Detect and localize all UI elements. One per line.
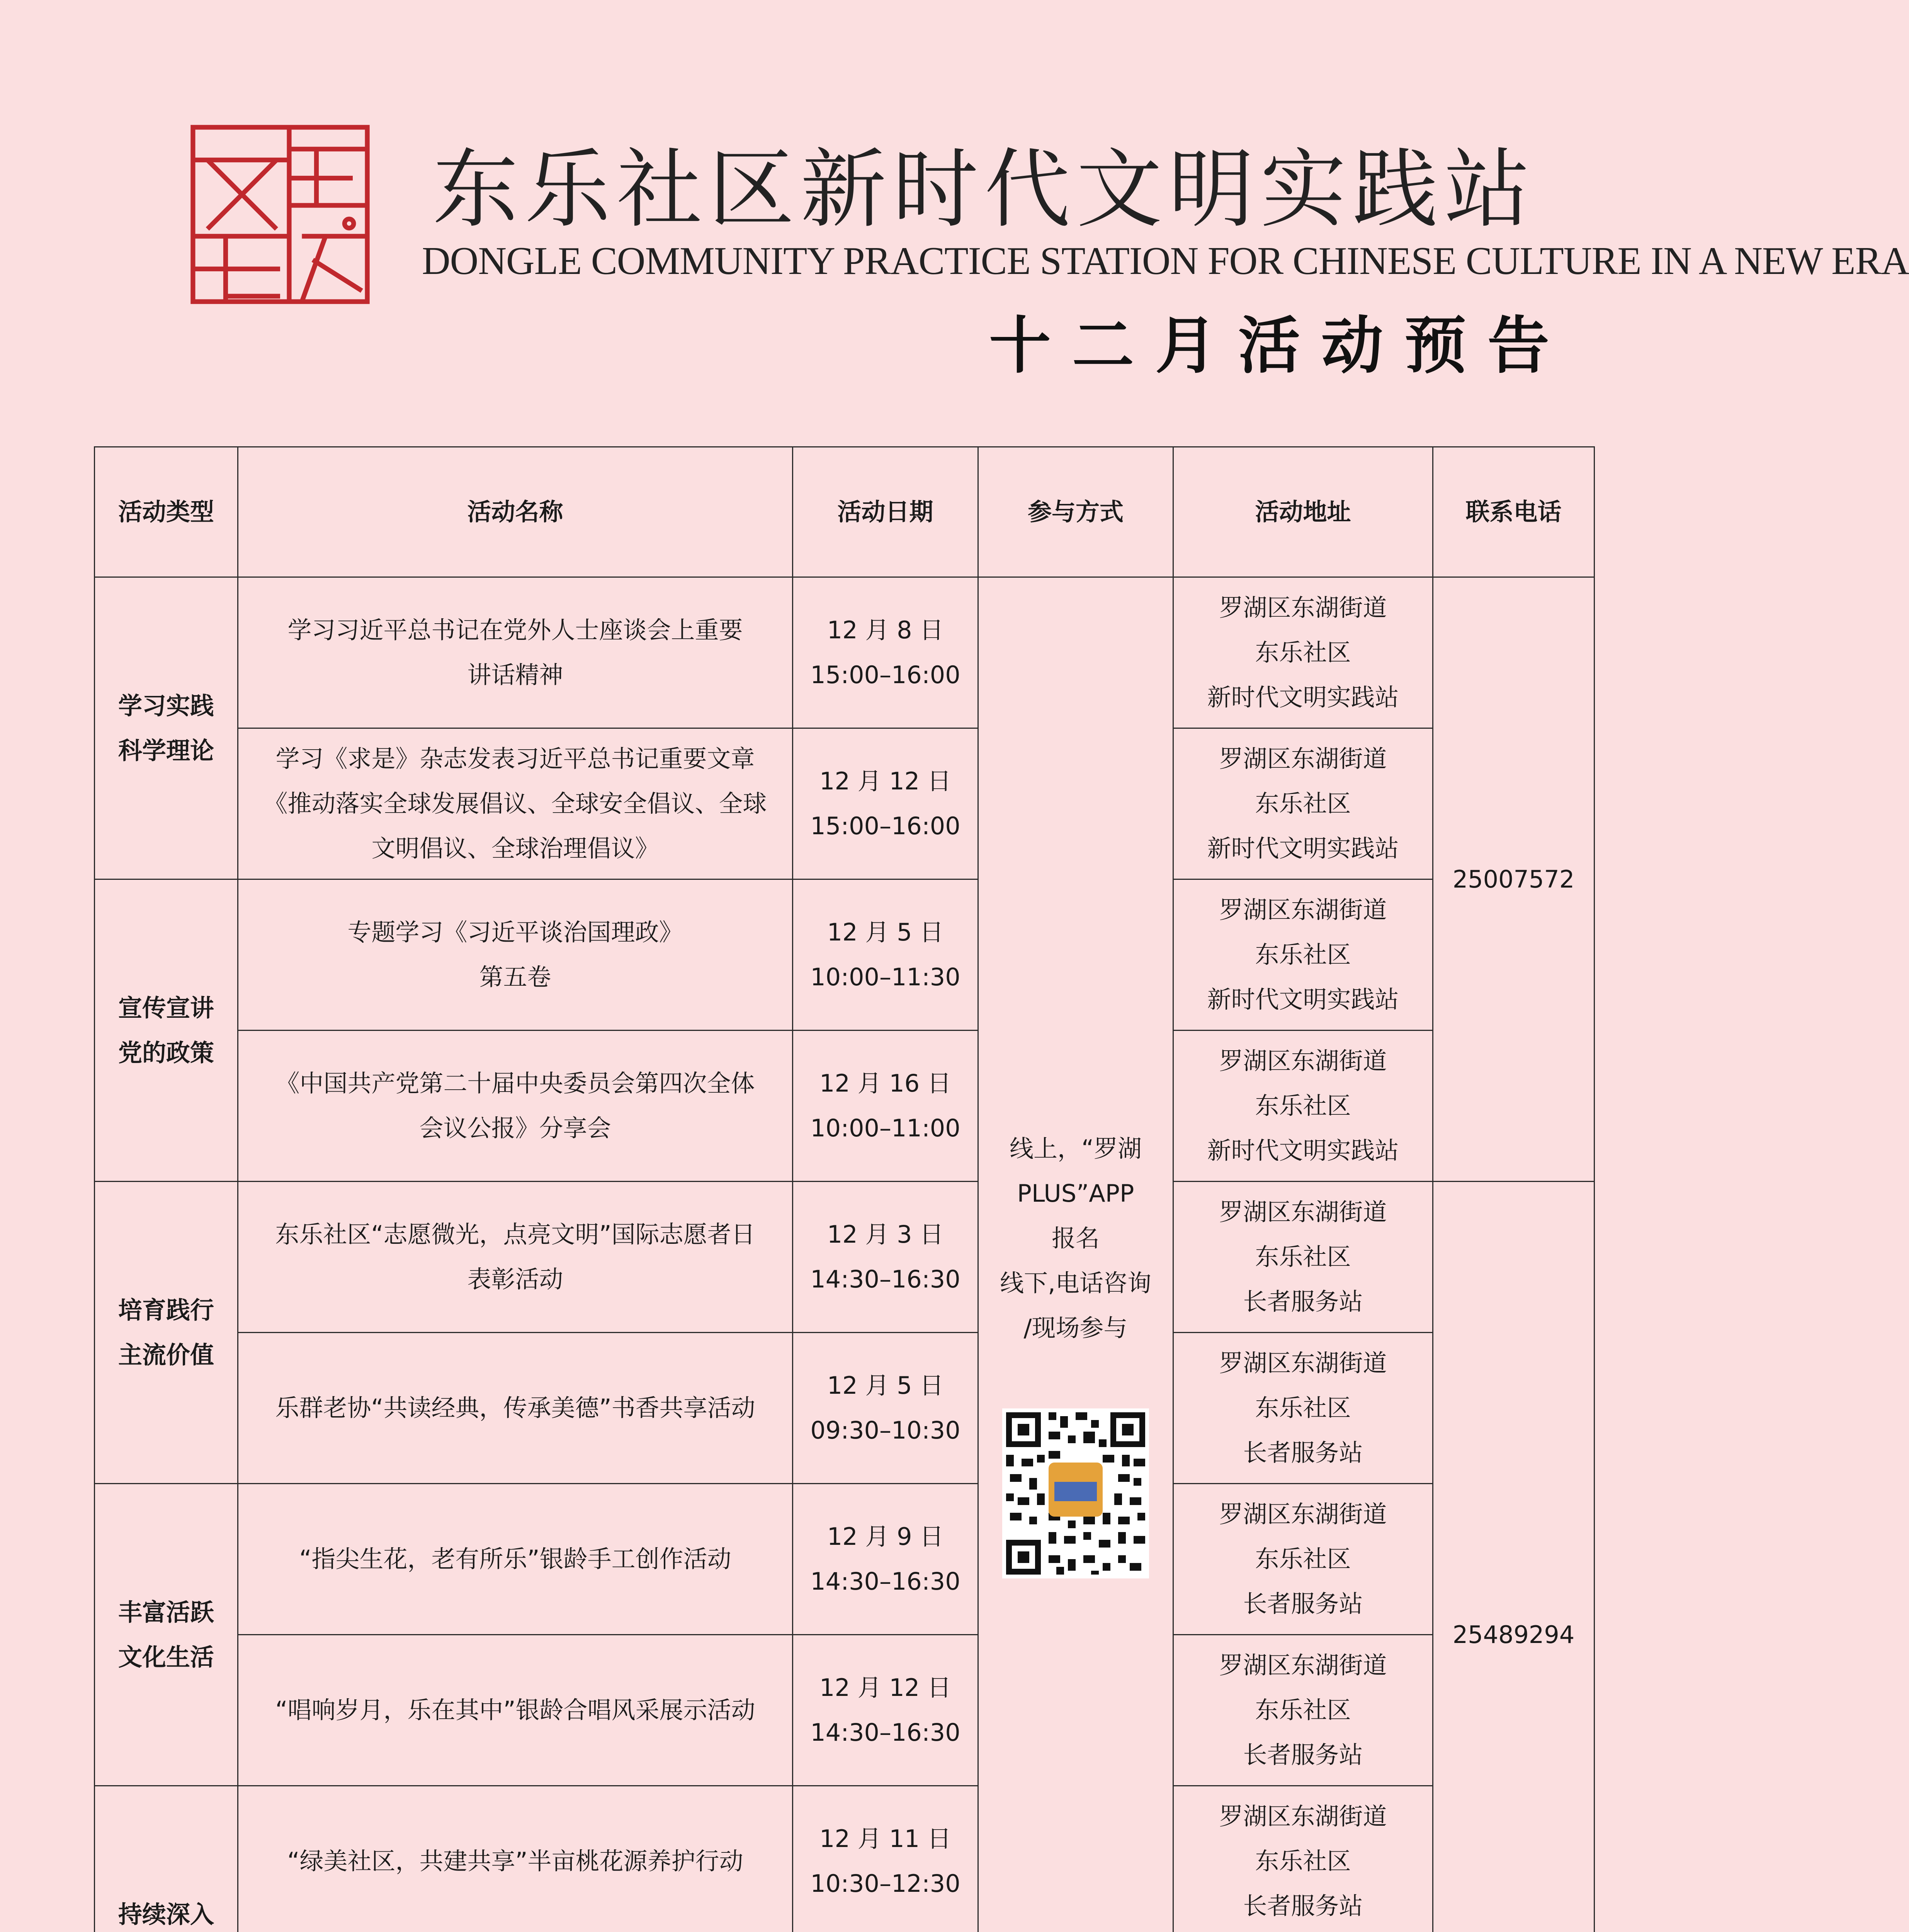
qr-code-icon: [1002, 1408, 1149, 1578]
activity-address-cell: 罗湖区东湖街道 东乐社区 新时代文明实践站: [1173, 1031, 1433, 1182]
activity-type-cell: 丰富活跃 文化生活: [95, 1484, 238, 1786]
contact-phone-cell: 25489294: [1433, 1182, 1595, 1932]
table-row: [95, 1333, 1595, 1484]
activity-date-cell: 12 月 16 日 10:00–11:00: [793, 1031, 978, 1182]
activity-type-cell: 宣传宣讲 党的政策: [95, 879, 238, 1182]
activity-address-cell: 罗湖区东湖街道 东乐社区 新时代文明实践站: [1173, 728, 1433, 879]
activity-address-cell: 罗湖区东湖街道 东乐社区 新时代文明实践站: [1173, 577, 1433, 728]
activity-address-cell: 罗湖区东湖街道 东乐社区 长者服务站: [1173, 1635, 1433, 1786]
table-row: [95, 1484, 1595, 1635]
activity-address-cell: 罗湖区东湖街道 东乐社区 长者服务站: [1173, 1484, 1433, 1635]
table-row: [95, 728, 1595, 879]
activity-name-cell: 学习习近平总书记在党外人士座谈会上重要 讲话精神: [238, 577, 793, 728]
table-row: [95, 879, 1595, 1031]
activity-name-cell: 《中国共产党第二十届中央委员会第四次全体 会议公报》分享会: [238, 1031, 793, 1182]
header-name: 活动名称: [238, 447, 793, 577]
header-date: 活动日期: [793, 447, 978, 577]
activity-name-cell: “绿美社区，共建共享”半亩桃花源养护行动: [238, 1786, 793, 1932]
activity-table: [94, 446, 1595, 1932]
activity-type-cell: 培育践行 主流价值: [95, 1182, 238, 1484]
page-subtitle: 十二月活动预告: [989, 310, 1571, 382]
contact-phone-cell: 25007572: [1433, 577, 1595, 1182]
header-address: 活动地址: [1173, 447, 1433, 577]
header-participation: 参与方式: [978, 447, 1173, 577]
activity-date-cell: 12 月 3 日 14:30–16:30: [793, 1182, 978, 1333]
activity-date-cell: 12 月 9 日 14:30–16:30: [793, 1484, 978, 1635]
header-type: 活动类型: [95, 447, 238, 577]
activity-date-cell: 12 月 12 日 15:00–16:00: [793, 728, 978, 879]
activity-type-cell: 学习实践 科学理论: [95, 577, 238, 879]
table-row: [95, 1031, 1595, 1182]
activity-address-cell: 罗湖区东湖街道 东乐社区 新时代文明实践站: [1173, 879, 1433, 1031]
participation-text: 线上，“罗湖 PLUS”APP 报名 线下,电话咨询 /现场参与: [1000, 1134, 1151, 1342]
activity-date-cell: 12 月 12 日 14:30–16:30: [793, 1635, 978, 1786]
table-row: [95, 1786, 1595, 1932]
activity-address-cell: 罗湖区东湖街道 东乐社区 长者服务站: [1173, 1786, 1433, 1932]
page-title-english: DONGLE COMMUNITY PRACTICE STATION FOR CHINESE CULTURE IN A NEW ERA: [422, 239, 1909, 283]
header-phone: 联系电话: [1433, 447, 1595, 577]
activity-date-cell: 12 月 5 日 10:00–11:30: [793, 879, 978, 1031]
table-header-row: [95, 447, 1595, 577]
activity-name-cell: 东乐社区“志愿微光，点亮文明”国际志愿者日 表彰活动: [238, 1182, 793, 1333]
activity-name-cell: “指尖生花，老有所乐”银龄手工创作活动: [238, 1484, 793, 1635]
page-title: 东乐社区新时代文明实践站: [433, 140, 1536, 240]
activity-name-cell: “唱响岁月，乐在其中”银龄合唱风采展示活动: [238, 1635, 793, 1786]
table-row: [95, 577, 1595, 728]
participation-cell: [978, 577, 1173, 1932]
activity-name-cell: 学习《求是》杂志发表习近平总书记重要文章 《推动落实全球发展倡议、全球安全倡议、全球 文明倡议、全球治理倡议》: [238, 728, 793, 879]
table-row: [95, 1635, 1595, 1786]
activity-date-cell: 12 月 5 日 09:30–10:30: [793, 1333, 978, 1484]
activity-type-cell: 持续深入: [95, 1786, 238, 1932]
activity-address-cell: 罗湖区东湖街道 东乐社区 长者服务站: [1173, 1333, 1433, 1484]
activity-date-cell: 12 月 11 日 10:30–12:30: [793, 1786, 978, 1932]
activity-address-cell: 罗湖区东湖街道 东乐社区 长者服务站: [1173, 1182, 1433, 1333]
table-row: [95, 1182, 1595, 1333]
logo-icon: [189, 124, 371, 305]
activity-name-cell: 乐群老协“共读经典，传承美德”书香共享活动: [238, 1333, 793, 1484]
activity-date-cell: 12 月 8 日 15:00–16:00: [793, 577, 978, 728]
activity-name-cell: 专题学习《习近平谈治国理政》 第五卷: [238, 879, 793, 1031]
